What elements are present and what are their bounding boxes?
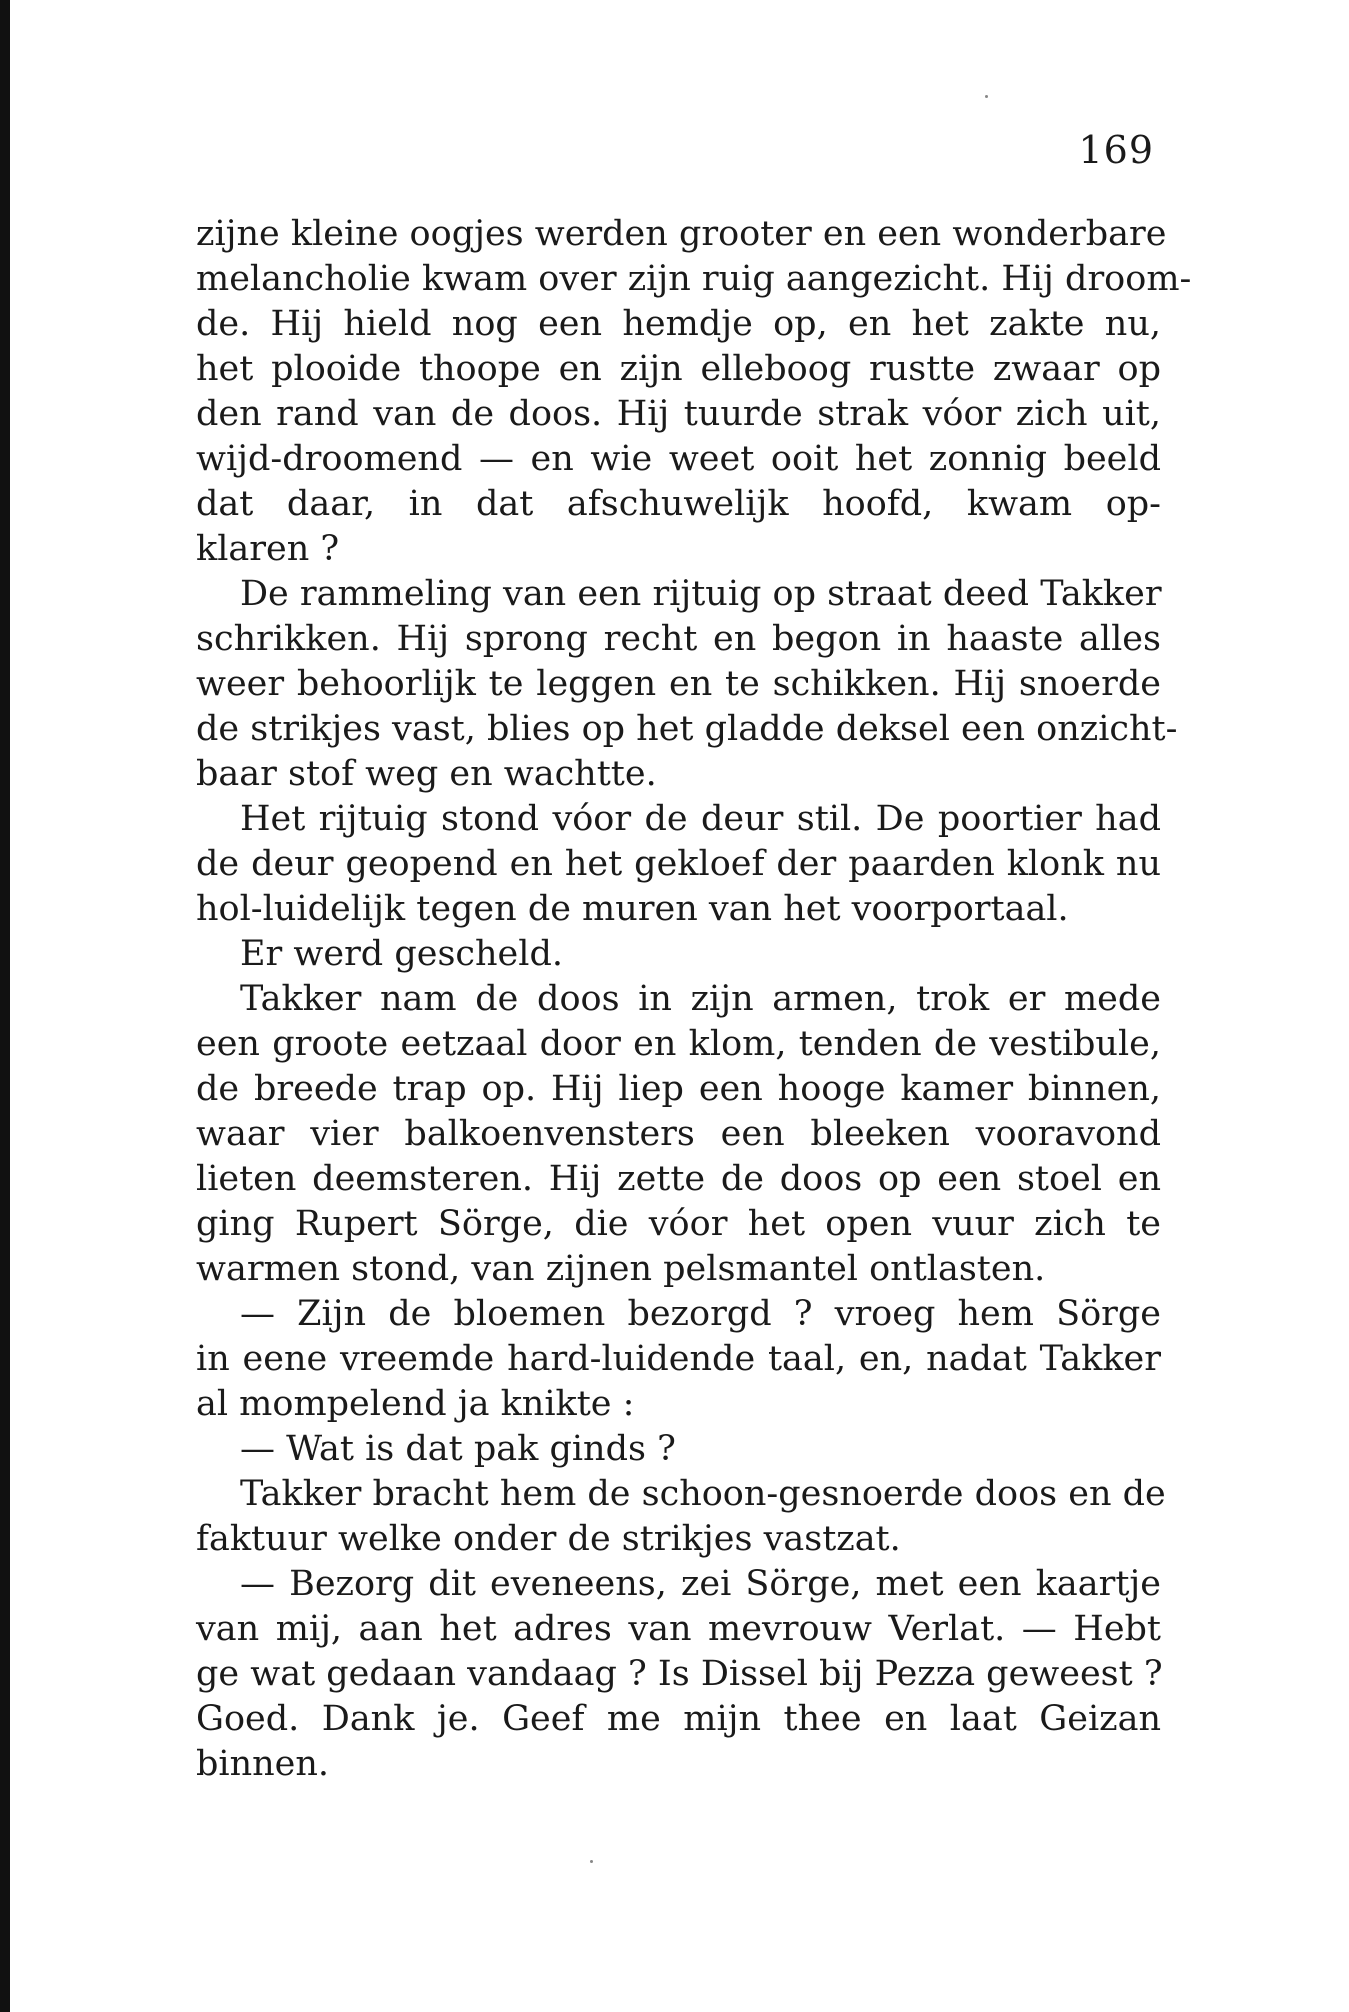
text-line: warmen stond, van zijnen pelsmantel ontlasten. bbox=[196, 1249, 1046, 1289]
text-line: ge wat gedaan vandaag ? Is Dissel bij Pezza geweest ? bbox=[196, 1654, 1163, 1694]
text-line: den rand van de doos. Hij tuurde strak vóor zich uit, bbox=[196, 394, 1161, 434]
paper-speck bbox=[985, 95, 988, 98]
text-line: in eene vreemde hard-luidende taal, en, nadat Takker bbox=[196, 1339, 1161, 1379]
paper-speck bbox=[590, 1860, 593, 1863]
text-line: De rammeling van een rijtuig op straat deed Takker bbox=[240, 574, 1162, 614]
text-line: lieten deemsteren. Hij zette de doos op een stoel en bbox=[196, 1159, 1161, 1199]
text-line: Takker nam de doos in zijn armen, trok er mede bbox=[240, 979, 1161, 1019]
text-line: al mompelend ja knikte : bbox=[196, 1384, 635, 1424]
text-line: de breede trap op. Hij liep een hooge kamer binnen, bbox=[196, 1069, 1161, 1109]
text-line: de strikjes vast, blies op het gladde deksel een onzicht- bbox=[196, 709, 1178, 749]
text-line: een groote eetzaal door en klom, tenden de vestibule, bbox=[196, 1024, 1161, 1064]
text-line: de deur geopend en het gekloef der paarden klonk nu bbox=[196, 844, 1161, 884]
text-line: binnen. bbox=[196, 1744, 330, 1784]
text-line: schrikken. Hij sprong recht en begon in haaste alles bbox=[196, 619, 1161, 659]
text-line: — Wat is dat pak ginds ? bbox=[240, 1429, 676, 1469]
page-binding-edge bbox=[0, 0, 10, 2012]
text-line: melancholie kwam over zijn ruig aangezicht. Hij droom- bbox=[196, 259, 1192, 299]
text-line: wijd-droomend — en wie weet ooit het zonnig beeld bbox=[196, 439, 1161, 479]
text-line: weer behoorlijk te leggen en te schikken. Hij snoerde bbox=[196, 664, 1161, 704]
text-line: van mij, aan het adres van mevrouw Verlat. — Hebt bbox=[196, 1609, 1161, 1649]
text-line: Takker bracht hem de schoon-gesnoerde doos en de bbox=[240, 1474, 1166, 1514]
text-line: het plooide thoope en zijn elleboog rustte zwaar op bbox=[196, 349, 1161, 389]
text-line: Het rijtuig stond vóor de deur stil. De poortier had bbox=[240, 799, 1161, 839]
text-line: waar vier balkoenvensters een bleeken vooravond bbox=[196, 1114, 1161, 1154]
text-line: de. Hij hield nog een hemdje op, en het zakte nu, bbox=[196, 304, 1161, 344]
body-text bbox=[196, 212, 1192, 1787]
page-number: 169 bbox=[1078, 128, 1154, 172]
text-line: Er werd gescheld. bbox=[240, 934, 563, 974]
text-line: hol-luidelijk tegen de muren van het voorportaal. bbox=[196, 889, 1069, 929]
text-line: ging Rupert Sörge, die vóor het open vuur zich te bbox=[196, 1204, 1161, 1244]
text-line: baar stof weg en wachtte. bbox=[196, 754, 657, 794]
text-line: Goed. Dank je. Geef me mijn thee en laat Geizan bbox=[196, 1699, 1161, 1739]
text-line: — Zijn de bloemen bezorgd ? vroeg hem Sörge bbox=[240, 1294, 1161, 1334]
text-line: dat daar, in dat afschuwelijk hoofd, kwam op- bbox=[196, 484, 1161, 524]
text-line: klaren ? bbox=[196, 529, 340, 569]
text-line: — Bezorg dit eveneens, zei Sörge, met een kaartje bbox=[240, 1564, 1161, 1604]
text-line: zijne kleine oogjes werden grooter en een wonderbare bbox=[196, 214, 1167, 254]
text-line: faktuur welke onder de strikjes vastzat. bbox=[196, 1519, 901, 1559]
